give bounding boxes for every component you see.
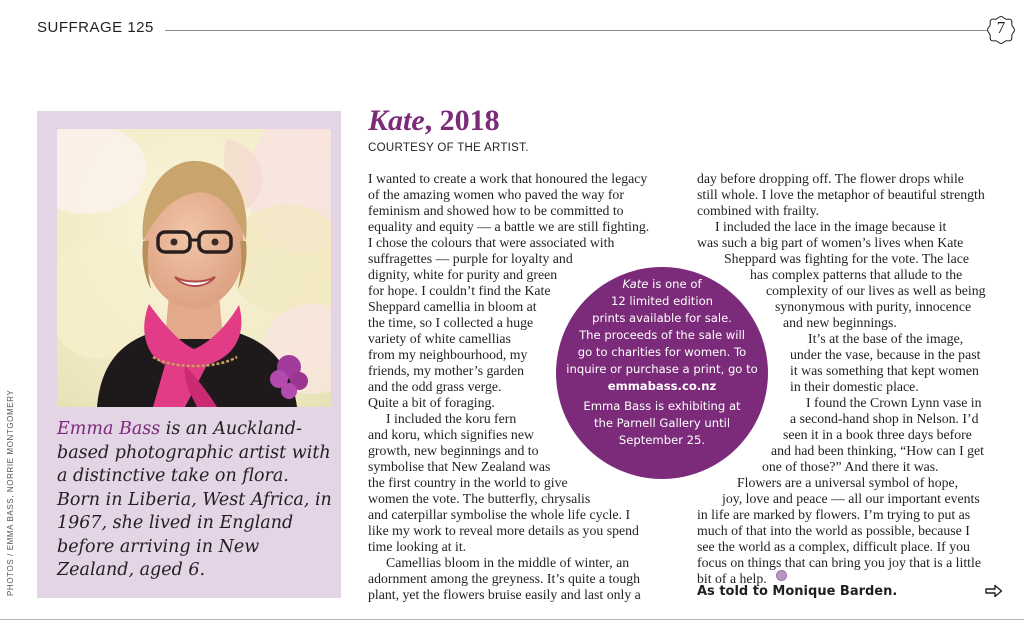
article-line: and caterpillar symbolise the whole life cycle. I <box>368 507 631 522</box>
artist-portrait <box>57 129 331 407</box>
article-line: a second-hand shop in Nelson. I’d <box>790 411 979 426</box>
article-line: in life are marked by flowers. I’m trying to put as <box>697 507 971 522</box>
callout-line: The proceeds of the sale will <box>579 328 745 342</box>
article-byline: As told to Monique Barden. <box>697 584 898 599</box>
header-rule <box>165 30 987 31</box>
article-line: focus on things that can bring you joy that is a little <box>697 555 981 570</box>
article-line: day before dropping off. The flower drops while <box>697 171 964 186</box>
article-line: friends, my mother’s garden <box>368 363 525 378</box>
article-line: Flowers are a universal symbol of hope, <box>737 475 959 490</box>
article-line: under the vase, because in the past <box>790 347 981 362</box>
page-number: 7 <box>996 18 1006 37</box>
article-line: synonymous with purity, innocence <box>775 299 972 314</box>
article-line: see the world as a complex, difficult place. If you <box>697 539 970 554</box>
callout-line-1: is one of <box>648 277 702 291</box>
page-number-badge <box>986 15 1016 45</box>
article-line: Sheppard camellia in bloom at <box>368 299 537 314</box>
callout-website-link[interactable]: emmabass.co.nz <box>607 379 717 393</box>
article-line: symbolise that New Zealand was <box>368 459 551 474</box>
article-line: Camellias bloom in the middle of winter, an <box>386 555 630 570</box>
article-line: feminism and showed how to be committed to <box>368 203 624 218</box>
article-line: variety of white camellias <box>368 331 511 346</box>
article-line: combined with frailty. <box>697 203 820 218</box>
article-line: I included the lace in the image because it <box>715 219 947 234</box>
article-line: time looking at it. <box>368 539 467 554</box>
article-line: in their domestic place. <box>790 379 919 394</box>
callout-line: inquire or purchase a print, go to <box>566 362 758 376</box>
artist-bio <box>57 418 333 583</box>
page-bottom-rule <box>0 619 1024 620</box>
article-line: equality and equity — a battle we are still fighting. <box>368 219 650 234</box>
sale-callout <box>556 276 768 449</box>
article-line: seen it in a book three days before <box>783 427 972 442</box>
article-line: dignity, white for purity and green <box>368 267 558 282</box>
article-line: plant, yet the flowers bruise easily and last only a <box>368 587 641 602</box>
article-line: adornment among the greyness. It’s quite a tough <box>368 571 641 586</box>
article-line: bit of a help. <box>697 571 767 586</box>
artwork-title <box>368 104 500 138</box>
article-line: has complex patterns that allude to the <box>750 267 963 282</box>
article-line: and had been thinking, “How can I get <box>771 443 985 458</box>
article-line: women the vote. The butterfly, chrysalis <box>368 491 591 506</box>
callout-line <box>556 276 768 293</box>
article-line: I wanted to create a work that honoured the legacy <box>368 171 648 186</box>
article-line: for hope. I couldn’t find the Kate <box>368 283 551 298</box>
artist-bio-panel <box>37 111 341 598</box>
article-line: Quite a bit of foraging. <box>368 395 495 410</box>
article-line: of the amazing women who paved the way for <box>368 187 624 202</box>
artist-name: Emma Bass <box>57 419 161 439</box>
article-line: like my work to reveal more details as you spend <box>368 523 639 538</box>
article-line: suffragettes — purple for loyalty and <box>368 251 573 266</box>
arrow-right-icon[interactable] <box>985 584 1003 598</box>
artwork-credit: COURTESY OF THE ARTIST. <box>368 142 529 154</box>
article-line: I chose the colours that were associated with <box>368 235 615 250</box>
article-line: joy, love and peace — all our important events <box>722 491 980 506</box>
article-line: from my neighbourhood, my <box>368 347 528 362</box>
callout-exhibit-line: Emma Bass is exhibiting at <box>583 399 741 413</box>
article-line: I included the koru fern <box>386 411 517 426</box>
callout-artwork-name: Kate <box>622 277 649 291</box>
article-line: I found the Crown Lynn vase in <box>806 395 982 410</box>
artwork-title-year: , 2018 <box>424 104 500 137</box>
artist-bio-text: is an Auckland-based photographic artist with a distinctive take on flora. Born in Liberia, West Africa, in 1967, she lived in England before arriving in New Zealand, aged 6. <box>57 419 332 580</box>
photo-credit: PHOTOS / EMMA BASS, NORRIE MONTGOMERY <box>6 389 15 596</box>
article-line: complexity of our lives as well as being <box>766 283 986 298</box>
article-line: the first country in the world to give <box>368 475 568 490</box>
callout-line: go to charities for women. To <box>577 345 747 359</box>
callout-exhibit-line: September 25. <box>618 433 706 447</box>
article-line: it was something that kept women <box>790 363 979 378</box>
article-line: It’s at the base of the image, <box>808 331 964 346</box>
article-line: one of those?” And there it was. <box>762 459 939 474</box>
article-line: the time, so I collected a huge <box>368 315 534 330</box>
article-line: was such a big part of women’s lives when Kate <box>697 235 964 250</box>
callout-exhibit-line: the Parnell Gallery until <box>593 416 731 430</box>
article-line: still whole. I love the metaphor of beautiful strength <box>697 187 985 202</box>
artwork-title-name: Kate <box>368 104 425 137</box>
magazine-section-title: SUFFRAGE 125 <box>37 19 154 36</box>
circle-bullet-icon <box>776 570 787 581</box>
callout-line: 12 limited edition <box>610 294 714 308</box>
article-line: and koru, which signifies new <box>368 427 534 442</box>
callout-line: prints available for sale. <box>592 311 732 325</box>
article-line: much of that into the world as possible, because I <box>697 523 970 538</box>
article-line: and the odd grass verge. <box>368 379 502 394</box>
article-line: and new beginnings. <box>783 315 897 330</box>
article-line: growth, new beginnings and to <box>368 443 539 458</box>
article-line: Sheppard was fighting for the vote. The lace <box>724 251 969 266</box>
